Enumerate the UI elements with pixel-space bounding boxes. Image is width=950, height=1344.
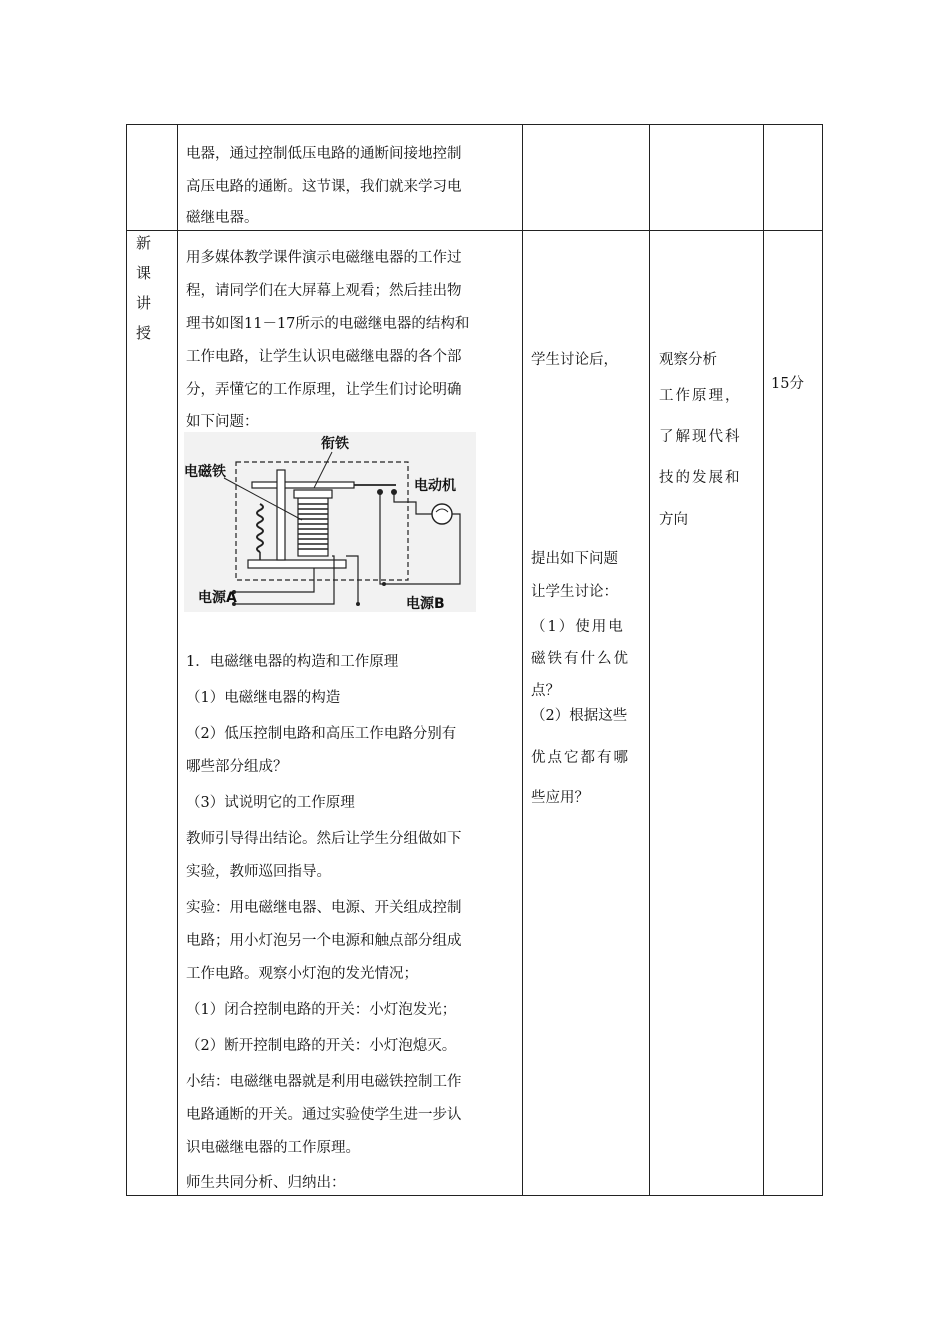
body-line: 教师引导得出结论。然后让学生分组做如下 [186,831,462,847]
stage-label [136,228,151,348]
label-motor: 电动机 [414,478,456,494]
body-line: 电路通断的开关。通过实验使学生进一步认 [186,1107,462,1123]
student-line: 优点它都有哪 [531,750,630,766]
content-line: 高压电路的通断。这节课，我们就来学习电 [186,179,462,195]
body-line: （2）断开控制电路的开关：小灯泡熄灭。 [186,1038,457,1054]
label-electromagnet: 电磁铁 [184,464,226,480]
stage-char: 讲 [136,294,152,312]
intro-line: 分，弄懂它的工作原理，让学生们讨论明确 [186,382,462,398]
stage-char: 新 [136,234,152,252]
body-line: 电路；用小灯泡另一个电源和触点部分组成 [186,933,462,949]
relay-circuit-figure [184,432,476,612]
body-line: 实验，教师巡回指导。 [186,864,331,880]
student-line: （2）根据这些 [531,708,628,724]
label-source-a: 电源A [198,590,237,606]
body-line: 识电磁继电器的工作原理。 [186,1140,360,1156]
intro-line: 程，请同学们在大屏幕上观看；然后挂出物 [186,283,462,299]
label-source-b: 电源B [406,596,445,612]
body-line: 工作电路。观察小灯泡的发光情况； [186,966,418,982]
goal-line: 方向 [659,512,688,528]
stage-char: 授 [136,324,152,342]
body-line: 实验：用电磁继电器、电源、开关组成控制 [186,900,462,916]
intro-line: 工作电路，让学生认识电磁继电器的各个部 [186,349,462,365]
body-line: （3）试说明它的工作原理 [186,795,355,811]
body-line: 小结：电磁继电器就是利用电磁铁控制工作 [186,1074,462,1090]
content-line: 磁继电器。 [186,210,259,226]
content-line: 电器，通过控制低压电路的通断间接地控制 [186,146,462,162]
time-allocation: 15分 [771,376,804,392]
body-line: 1．电磁继电器的构造和工作原理 [186,654,399,670]
intro-line: 用多媒体教学课件演示电磁继电器的工作过 [186,250,462,266]
goal-line: 观察分析 [659,352,717,368]
goal-line: 了解现代科 [659,429,742,445]
goal-line: 技的发展和 [659,470,742,486]
column-divider [649,125,650,1195]
column-divider [763,125,764,1195]
body-line: （2）低压控制电路和高压工作电路分别有 [186,726,457,742]
intro-line: 理书如图11－17所示的电磁继电器的结构和 [186,316,470,332]
student-line: 磁铁有什么优 [531,651,630,667]
body-line: 师生共同分析、归纳出： [186,1175,346,1191]
column-divider [177,125,178,1195]
body-line: （1）电磁继电器的构造 [186,690,341,706]
student-line: （1）使用电 [531,619,625,635]
body-line: （1）闭合控制电路的开关：小灯泡发光； [186,1002,457,1018]
goal-line: 工作原理， [659,388,742,404]
column-divider [522,125,523,1195]
student-line: 点？ [531,683,560,699]
student-line: 让学生讨论： [531,584,618,600]
label-armature: 衔铁 [321,436,349,452]
student-line: 学生讨论后， [531,352,618,368]
stage-char: 课 [136,264,152,282]
student-line: 提出如下问题 [531,551,618,567]
body-line: 哪些部分组成？ [186,759,288,775]
intro-line: 如下问题： [186,414,259,430]
student-line: 些应用？ [531,790,589,806]
